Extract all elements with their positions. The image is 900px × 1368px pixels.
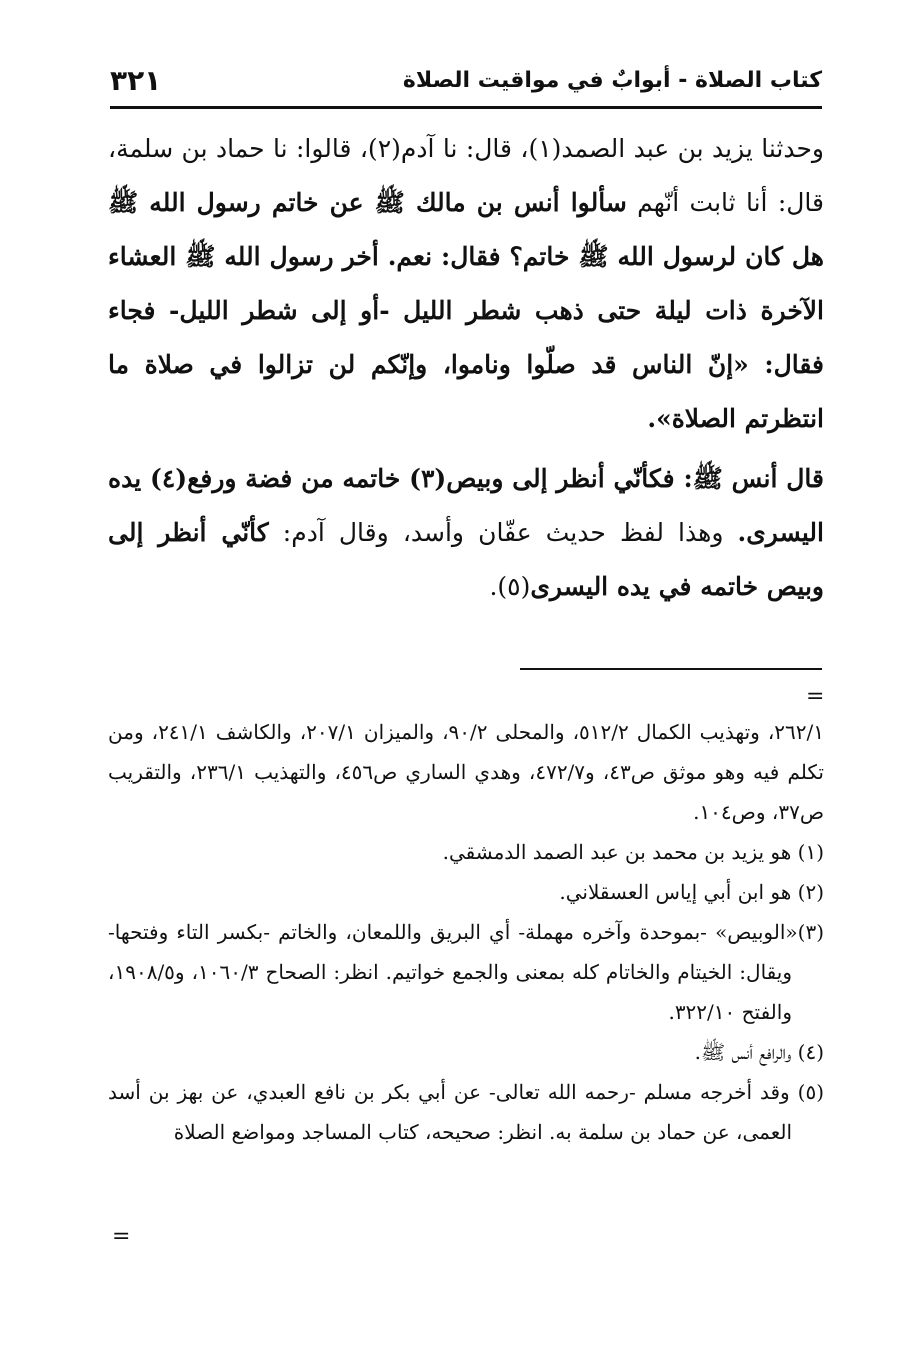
footnote-continuation: ٢٦٢/١، وتهذيب الكمال ٥١٢/٢، والمحلى ٩٠/٢، والميزان ٢٠٧/١، والكاشف ٢٤١/١، ومن تكلم فيه وهو موثق ص٤٣، و٤٧٢/٧، وهدي الساري ص٤٥٦، والتهذيب ٢٣٦/١، والتقريب ص٣٧، وص١٠٤. <box>108 720 825 824</box>
footnotes <box>108 712 824 1152</box>
footnote-1: (١) هو يزيد بن محمد بن عبد الصمد الدمشقي. <box>442 840 824 864</box>
footnote-5: (٥) وقد أخرجه مسلم -رحمه الله تعالى- عن أبي بكر بن نافع العبدي، عن بهز بن أسد العمى، عن حماد بن سلمة به. انظر: صحيحه، كتاب المساجد ومواضع الصلاة <box>108 1080 824 1144</box>
main-text <box>108 122 824 614</box>
footnote-4: (٤) والرافع أنس ﷺ. <box>694 1040 824 1064</box>
hadith-text-bold: قال أنس ﷺ: فكأنّي أنظر إلى وبيص(٣) خاتمه من فضة ورفع(٤) يده اليسرى. <box>108 464 825 547</box>
text-run: وحدثنا يزيد بن عبد الصمد(١)، قال: نا آدم(٢)، قالوا: نا حماد بن سلمة، قال: أنا ثابت أنّهم <box>108 134 824 217</box>
footnote-2: (٢) هو ابن أبي إياس العسقلاني. <box>559 880 824 904</box>
hadith-text-bold: سألوا أنس بن مالك ﷺ عن خاتم رسول الله ﷺ هل كان لرسول الله ﷺ خاتم؟ فقال: نعم. أخر رسول الله ﷺ العشاء الآخرة ذات ليلة حتى ذهب شطر الليل -أو إلى شطر الليل- فجاء فقال: «إنّ الناس قد صلّوا وناموا، وإنّكم لن تزالوا في صلاة ما انتظرتم الصلاة». <box>108 188 824 433</box>
running-header <box>110 64 822 104</box>
hadith-text-bold: كأنّي أنظر إلى وبيص خاتمه في يده اليسرى <box>108 518 824 601</box>
footnote-ref: (٥). <box>489 572 531 601</box>
page-number: ٣٢١ <box>110 64 162 97</box>
paragraph-1 <box>108 122 824 446</box>
footnote-separator <box>520 668 822 670</box>
header-title: كتاب الصلاة - أبوابٌ في مواقيت الصلاة <box>402 68 822 93</box>
header-rule <box>110 106 822 109</box>
footnote-3: (٣)«الوبيص» -بموحدة وآخره مهملة- أي البريق واللمعان، والخاتم -بكسر التاء وفتحها- ويقال: الخيتام والخاتام كله بمعنى والجمع خواتيم. انظر: الصحاح ١٠٦٠/٣، و١٩٠٨/٥، والفتح ٣٢٢/١٠. <box>108 920 824 1024</box>
text-run: وهذا لفظ حديث عفّان وأسد، وقال آدم: <box>268 518 738 547</box>
continuation-mark-top: = <box>806 684 825 709</box>
continuation-mark-bottom: = <box>112 1224 131 1249</box>
paragraph-2 <box>108 452 824 614</box>
